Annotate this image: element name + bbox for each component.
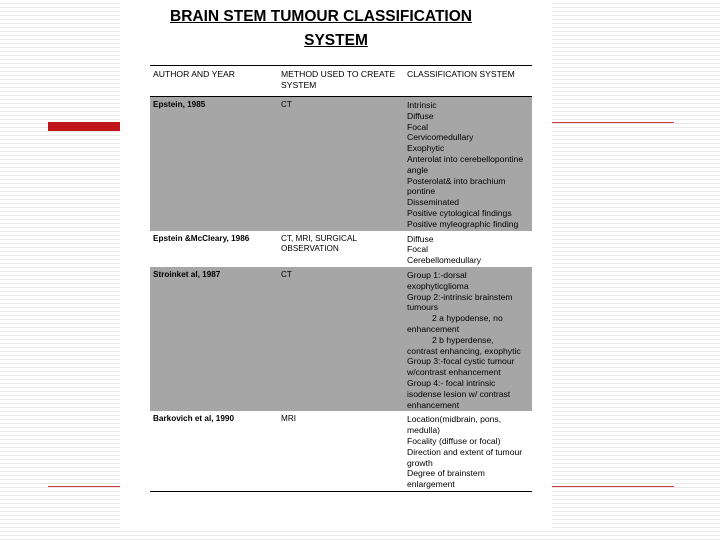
cell-classification bbox=[404, 231, 532, 267]
cell-classification bbox=[404, 411, 532, 491]
classification-item: Cervicomedullary bbox=[407, 132, 474, 143]
classification-item: Positive myleographic finding bbox=[407, 218, 519, 229]
classification-item: Group 3:-focal cystic tumour w/contrast enhancement bbox=[407, 356, 515, 378]
title-line-2: SYSTEM bbox=[304, 32, 368, 49]
cell-author-year: Epstein &McCleary, 1986 bbox=[153, 233, 250, 243]
classification-item: 2 a hypodense, no bbox=[432, 313, 503, 324]
cell-method: CT bbox=[278, 267, 404, 411]
classification-item: enhancement bbox=[407, 323, 460, 334]
classification-item: Focality (diffuse or focal) bbox=[407, 435, 501, 446]
classification-item: Anterolat into cerebellopontine angle bbox=[407, 153, 524, 175]
cell-author-year: Stroinket al, 1987 bbox=[150, 267, 278, 411]
decorative-red-line-lower-right bbox=[552, 486, 674, 487]
decorative-red-line-lower-left bbox=[48, 486, 120, 487]
classification-item: Focal bbox=[407, 244, 429, 255]
cell-method: CT bbox=[278, 97, 404, 231]
table-header-row bbox=[150, 66, 532, 97]
title-line-1: BRAIN STEM TUMOUR CLASSIFICATION bbox=[170, 8, 472, 25]
classification-item: Exophytic bbox=[407, 143, 445, 154]
header-classification: CLASSIFICATION SYSTEM bbox=[404, 66, 532, 97]
table-body bbox=[150, 97, 532, 492]
decorative-red-bar bbox=[48, 122, 120, 131]
page-title bbox=[120, 6, 552, 51]
classification-item: Focal bbox=[407, 121, 429, 132]
classification-item: Cerebellomedullary bbox=[407, 255, 482, 266]
cell-classification bbox=[404, 267, 532, 411]
classification-item: Group 4:- focal intrinsic isodense lesion w/ contrast enhancement bbox=[407, 377, 511, 410]
cell-method: MRI bbox=[278, 411, 404, 491]
table-row bbox=[150, 411, 532, 491]
cell-method: CT, MRI, SURGICAL OBSERVATION bbox=[281, 233, 357, 254]
table-row bbox=[150, 97, 532, 231]
classification-item: Group 1:-dorsal exophyticglioma bbox=[407, 269, 469, 291]
header-author-year: AUTHOR AND YEAR bbox=[150, 66, 278, 97]
classification-item: Positive cytological findings bbox=[407, 207, 512, 218]
classification-item: contrast enhancing, exophytic bbox=[407, 345, 521, 356]
cell-author-year: Epstein, 1985 bbox=[150, 97, 278, 231]
classification-item: Diffuse bbox=[407, 110, 434, 121]
classification-item: Disseminated bbox=[407, 197, 460, 208]
classification-item: Posterolat& into brachium pontine bbox=[407, 175, 506, 197]
cell-author-year: Barkovich et al, 1990 bbox=[150, 411, 278, 491]
classification-item: 2 b hyperdense, bbox=[432, 334, 494, 345]
table-row bbox=[150, 267, 532, 411]
classification-item: Direction and extent of tumour growth bbox=[407, 446, 523, 468]
classification-item: Degree of brainstem enlargement bbox=[407, 468, 485, 490]
classification-item: Diffuse bbox=[407, 233, 434, 244]
classification-table bbox=[150, 65, 532, 492]
table-row bbox=[150, 231, 532, 267]
document-page bbox=[120, 0, 552, 528]
classification-item: Location(midbrain, pons, medulla) bbox=[407, 414, 502, 436]
classification-item: Intrinsic bbox=[407, 100, 437, 110]
decorative-red-line bbox=[552, 122, 674, 123]
cell-classification bbox=[404, 97, 532, 231]
header-method: METHOD USED TO CREATE SYSTEM bbox=[278, 66, 404, 97]
classification-item: Group 2:-intrinsic brainstem tumours bbox=[407, 291, 513, 313]
